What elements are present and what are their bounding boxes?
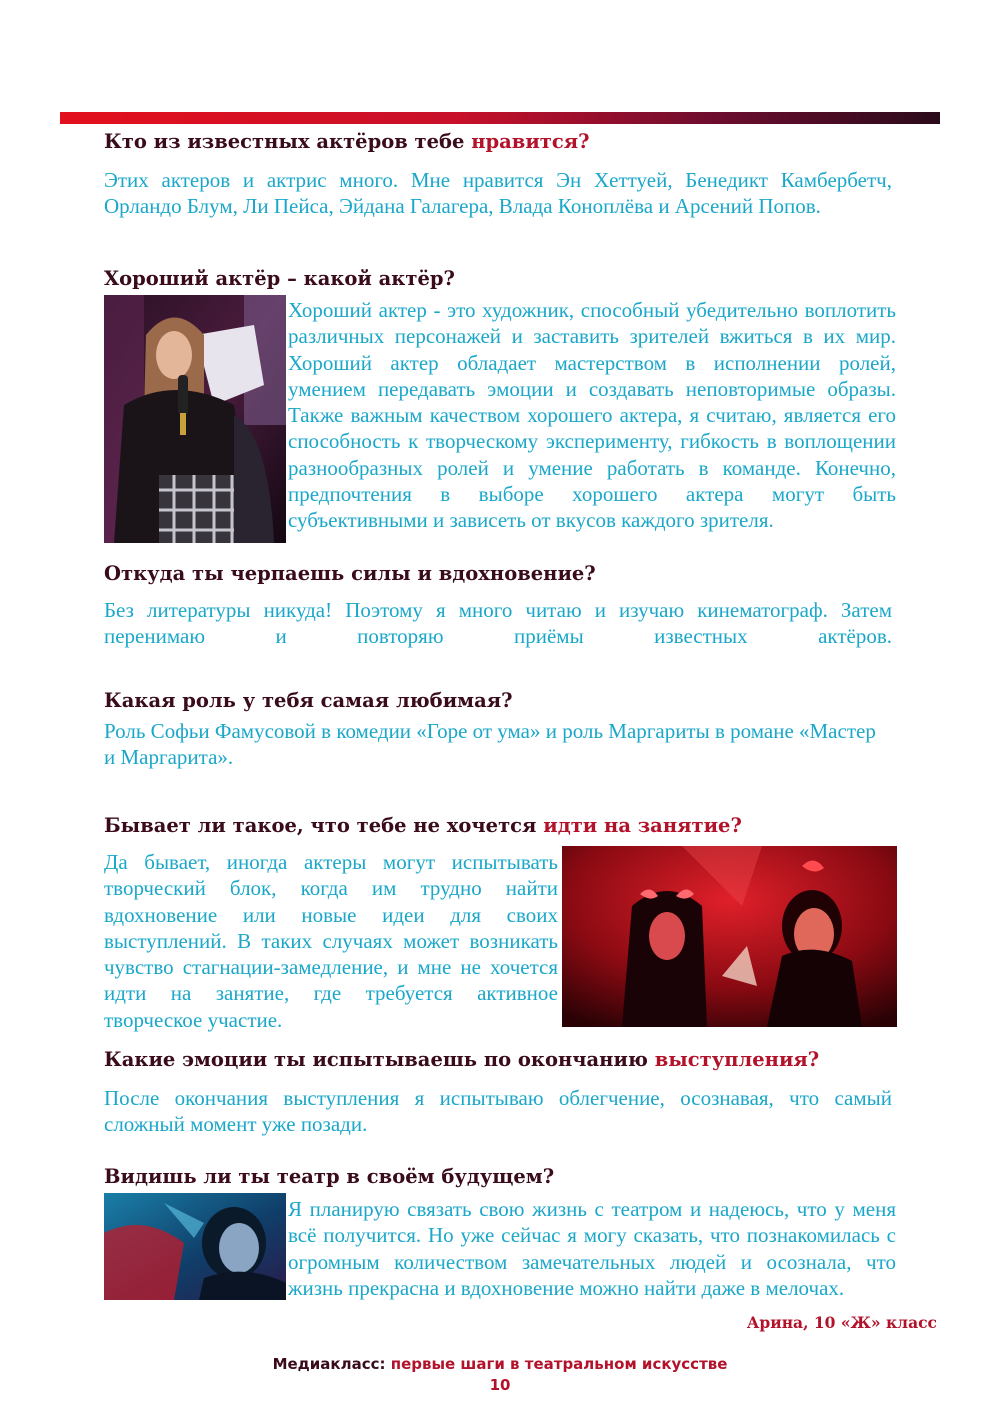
question-text: Кто из известных актёров тебе	[104, 130, 472, 153]
answer-favorite-actors: Этих актеров и актрис много. Мне нравится Эн Хеттуей, Бенедикт Камбербетч, Орландо Блум, Ли Пейса, Эйдана Галагера, Влада Коноплёва и Арсений Попов.	[104, 168, 892, 219]
author-signature: Арина, 10 «Ж» класс	[746, 1313, 937, 1332]
answer-good-actor: Хороший актер - это художник, способный убедительно воплотить различных персонажей и заставить зрителей вжиться в их мир. Хороший актер обладает мастерством в исполнении ролей, умением передавать эмоции и создавать неповторимые образы. Также важным качеством хорошего актера, я считаю, является его способность к творческому эксперименту, гибкость в воплощении разнообразных ролей и умение работать в команде. Конечно, предпочтения в выборе хорошего актера могут быть субъективными и зависеть от вкусов каждого зрителя.	[288, 298, 896, 533]
page-number: 10	[489, 1376, 511, 1394]
question-inspiration: Откуда ты черпаешь силы и вдохновение?	[104, 562, 596, 585]
answer-favorite-role: Роль Софьи Фамусовой в комедии «Горе от ума» и роль Маргариты в романе «Мастер и Маргарита».	[104, 719, 876, 770]
answer-inspiration: Без литературы никуда! Поэтому я много читаю и изучаю кинематограф. Затем перенимаю и повторяю приёмы известных актёров.	[104, 598, 892, 649]
footer-title	[0, 1355, 1000, 1373]
photo-two-actresses-red-light	[562, 846, 897, 1027]
question-dont-want-class	[104, 813, 742, 839]
header-gradient-bar	[60, 112, 940, 124]
footer-title-accent: первые шаги в театральном искусстве	[390, 1355, 728, 1373]
question-accent: идти на занятие?	[543, 814, 742, 837]
question-favorite-role: Какая роль у тебя самая любимая?	[104, 689, 513, 712]
question-accent: нравится?	[471, 130, 590, 153]
question-accent: выступления?	[654, 1048, 820, 1071]
photo-actress-blue-light	[104, 1193, 286, 1300]
footer-title-text: Медиакласс:	[272, 1355, 391, 1373]
question-emotions-after	[104, 1047, 819, 1073]
answer-theatre-future: Я планирую связать свою жизнь с театром и надеюсь, что у меня всё получится. Но уже сейчас я могу сказать, что познакомилась с огромным количеством замечательных людей и осознала, что жизнь прекрасна и вдохновение можно найти даже в мелочах.	[288, 1197, 896, 1300]
answer-dont-want-class: Да бывает, иногда актеры могут испытывать творческий блок, когда им трудно найти вдохновение или новые идеи для своих выступлений. В таких случаях может возникать чувство стагнации-замедление, и мне не хочется идти на занятие, где требуется активное творческое участие.	[104, 850, 558, 1032]
question-text: Бывает ли такое, что тебе не хочется	[104, 814, 544, 837]
question-theatre-future: Видишь ли ты театр в своём будущем?	[104, 1165, 555, 1188]
question-good-actor: Хороший актёр – какой актёр?	[104, 267, 455, 290]
answer-emotions-after: После окончания выступления я испытываю облегчение, осознавая, что самый сложный момент уже позади.	[104, 1086, 892, 1137]
photo-actress-microphone	[104, 295, 286, 543]
question-favorite-actors	[104, 129, 590, 155]
question-text: Какие эмоции ты испытываешь по окончанию	[104, 1048, 655, 1071]
